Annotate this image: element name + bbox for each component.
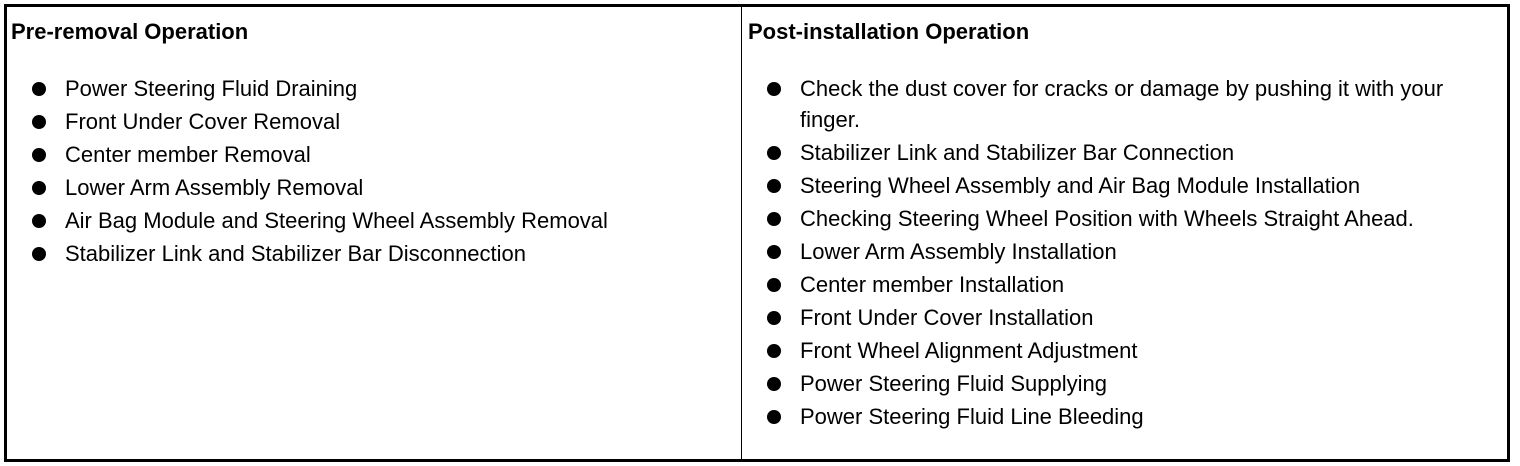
post-installation-list: [764, 73, 1504, 434]
bullet-icon: [767, 311, 781, 325]
list-item-text: Steering Wheel Assembly and Air Bag Module Installation: [800, 173, 1361, 198]
list-item-text: Stabilizer Link and Stabilizer Bar Connection: [800, 140, 1235, 165]
pre-removal-column: [7, 7, 742, 459]
list-item: [764, 203, 1504, 234]
list-item: [764, 73, 1504, 135]
list-item-text: Front Under Cover Removal: [65, 109, 341, 134]
pre-removal-heading: Pre-removal Operation: [11, 19, 249, 44]
bullet-icon: [767, 146, 781, 160]
bullet-icon: [767, 410, 781, 424]
list-item: [764, 170, 1504, 201]
list-item-text: Front Under Cover Installation: [800, 305, 1094, 330]
list-item-text: Power Steering Fluid Draining: [65, 76, 358, 101]
list-item: [29, 238, 729, 269]
list-item-text: Power Steering Fluid Supplying: [800, 371, 1107, 396]
list-item-text: Stabilizer Link and Stabilizer Bar Disconnection: [65, 241, 527, 266]
bullet-icon: [767, 245, 781, 259]
list-item-text: Air Bag Module and Steering Wheel Assembly Removal: [65, 208, 608, 233]
bullet-icon: [32, 247, 46, 261]
list-item-text: Check the dust cover for cracks or damage by pushing it with your finger.: [800, 76, 1444, 132]
list-item: [764, 335, 1504, 366]
bullet-icon: [767, 179, 781, 193]
bullet-icon: [767, 212, 781, 226]
list-item: [764, 236, 1504, 267]
list-item: [764, 368, 1504, 399]
bullet-icon: [767, 278, 781, 292]
bullet-icon: [767, 82, 781, 96]
list-item: [764, 137, 1504, 168]
list-item: [29, 205, 729, 236]
list-item-text: Front Wheel Alignment Adjustment: [800, 338, 1138, 363]
bullet-icon: [32, 214, 46, 228]
bullet-icon: [32, 148, 46, 162]
list-item-text: Checking Steering Wheel Position with Wheels Straight Ahead.: [800, 206, 1414, 231]
list-item-text: Lower Arm Assembly Installation: [800, 239, 1117, 264]
bullet-icon: [32, 115, 46, 129]
bullet-icon: [32, 82, 46, 96]
bullet-icon: [767, 377, 781, 391]
list-item-text: Power Steering Fluid Line Bleeding: [800, 404, 1144, 429]
list-item: [764, 401, 1504, 432]
bullet-icon: [767, 344, 781, 358]
list-item: [764, 269, 1504, 300]
list-item-text: Center member Removal: [65, 142, 311, 167]
pre-removal-list: [29, 73, 729, 271]
list-item: [29, 139, 729, 170]
list-item: [29, 73, 729, 104]
post-installation-heading: Post-installation Operation: [748, 19, 1030, 44]
list-item-text: Center member Installation: [800, 272, 1065, 297]
bullet-icon: [32, 181, 46, 195]
post-installation-column: [742, 7, 1507, 459]
list-item: [29, 172, 729, 203]
list-item: [764, 302, 1504, 333]
operations-table: [4, 4, 1510, 462]
list-item: [29, 106, 729, 137]
list-item-text: Lower Arm Assembly Removal: [65, 175, 364, 200]
